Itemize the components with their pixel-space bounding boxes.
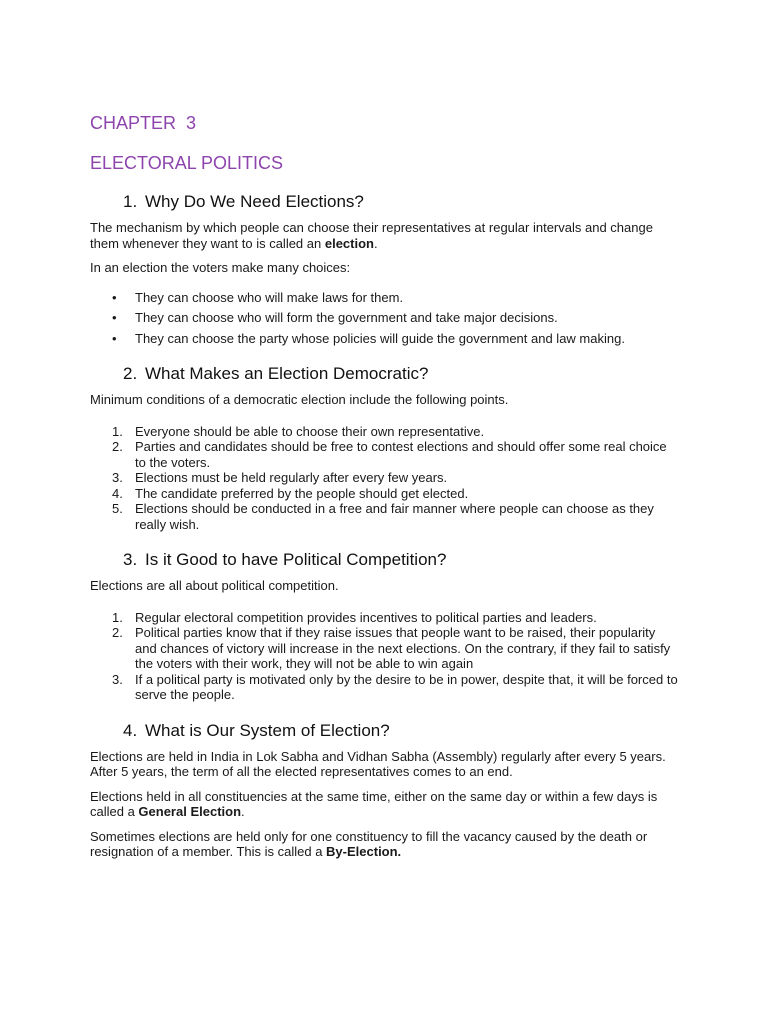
- item-number: 2.: [112, 625, 123, 640]
- section-2-title: What Makes an Election Democratic?: [145, 364, 429, 383]
- section-1-number: 1.: [123, 192, 138, 211]
- item-number: 1.: [112, 423, 123, 439]
- list-item: [90, 424, 680, 440]
- section-3-heading: [123, 548, 680, 572]
- list-item: [90, 625, 680, 672]
- list-item: • They can choose who will make laws for them.: [90, 290, 680, 306]
- section-4-title: What is Our System of Election?: [145, 720, 390, 740]
- document-page: [90, 110, 680, 869]
- text-span: .: [241, 804, 245, 819]
- item-text: Parties and candidates should be free to contest elections and should offer some real choice to the voters.: [135, 439, 667, 470]
- section-2-paragraph-1: Minimum conditions of a democratic election include the following points.: [90, 392, 509, 407]
- text-span: Elections held in all constituencies at the same time, either on the same day or within a few days is called a: [90, 788, 658, 819]
- list-item: • They can choose the party whose policies will guide the government and law making.: [90, 331, 680, 347]
- item-number: 5.: [112, 501, 123, 516]
- item-number: 1.: [112, 609, 123, 625]
- item-text: Political parties know that if they raise issues that people want to be raised, their popularity and chances of victory will increase in the next elections. On the contrary, if they fail to satisfy the voters with their work, they will not be able to win again: [135, 625, 671, 671]
- item-number: 2.: [112, 439, 123, 454]
- list-item: [90, 672, 680, 703]
- section-2-heading: [123, 362, 680, 386]
- section-2-number: 2.: [123, 364, 138, 383]
- section-4-paragraph-3: [90, 829, 680, 860]
- bold-term: election: [324, 235, 374, 251]
- list-item: [90, 501, 680, 532]
- section-3-title: Is it Good to have Political Competition?: [145, 550, 447, 569]
- list-item: [90, 470, 680, 486]
- list-item: [90, 610, 680, 626]
- item-text: If a political party is motivated only by the desire to be in power, despite that, it will be forced to serve the people.: [135, 671, 678, 702]
- section-1-paragraph-2: In an election the voters make many choices:: [90, 260, 351, 275]
- section-1-paragraph-1: [90, 220, 680, 251]
- item-text: Elections must be held regularly after every few years.: [135, 470, 448, 485]
- bold-term: General Election: [138, 804, 242, 819]
- section-4-paragraph-2: [90, 789, 680, 820]
- section-3-numbered-list: [90, 610, 680, 703]
- section-1-bullet-list: [90, 290, 680, 347]
- chapter-title: ELECTORAL POLITICS: [90, 153, 284, 173]
- item-number: 3.: [112, 470, 123, 485]
- item-number: 3.: [112, 671, 123, 687]
- text-span: .: [373, 235, 378, 251]
- section-4-paragraph-1: Elections are held in India in Lok Sabha and Vidhan Sabha (Assembly) regularly after every 5 years. After 5 years, the term of all the elected representatives comes to an end.: [90, 748, 666, 779]
- text-span: The mechanism by which people can choose their representatives at regular intervals and change them whenever they want to is called an: [90, 220, 653, 251]
- list-item: [90, 486, 680, 502]
- item-text: Everyone should be able to choose their own representative.: [135, 423, 485, 439]
- chapter-label: CHAPTER 3: [90, 113, 197, 133]
- list-item: • They can choose who will form the government and take major decisions.: [90, 310, 680, 326]
- section-3-paragraph-1: Elections are all about political competition.: [90, 578, 339, 593]
- item-number: 4.: [112, 485, 123, 501]
- section-4-number: 4.: [123, 720, 138, 740]
- section-4-heading: [123, 719, 680, 743]
- section-1-heading: [123, 190, 680, 214]
- list-item: [90, 439, 680, 470]
- item-text: The candidate preferred by the people should get elected.: [135, 485, 469, 501]
- text-span: Sometimes elections are held only for one constituency to fill the vacancy caused by the death or resignation of a member. This is called a: [90, 828, 648, 859]
- section-2-numbered-list: [90, 424, 680, 533]
- section-3-number: 3.: [123, 550, 138, 569]
- section-1-title: Why Do We Need Elections?: [145, 192, 364, 211]
- bold-term: By-Election.: [326, 844, 402, 859]
- item-text: Elections should be conducted in a free and fair manner where people can choose as they really wish.: [135, 501, 654, 532]
- item-text: Regular electoral competition provides incentives to political parties and leaders.: [135, 609, 597, 625]
